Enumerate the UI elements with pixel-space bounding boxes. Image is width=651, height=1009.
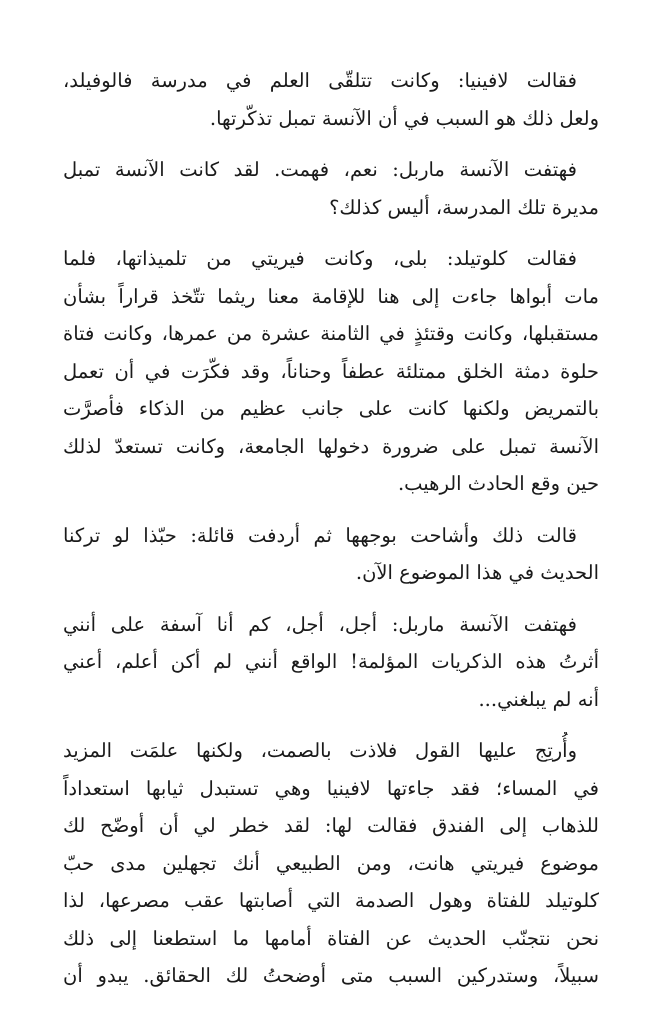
text-line: أثرتُ هذه الذكريات المؤلمة! الواقع أنني لم أكن أعلم، أعني: [63, 650, 599, 673]
text-line: قالت ذلك وأشاحت بوجهها ثم أردفت قائلة: حبّذا لو تركنا: [63, 523, 577, 547]
text-line: مات أبواها جاءت إلى هنا للإقامة معنا ريثما تتّخذ قراراً بشأن: [63, 284, 599, 308]
text-line: حلوة دمثة الخلق ممتلئة عطفاً وحناناً، وقد فكّرَت في أن تعمل: [63, 359, 599, 383]
text-line: كلوتيلد للفتاة وهول الصدمة التي أصابتها عقب مصرعها، لذا: [63, 889, 599, 912]
text-line: للذهاب إلى الفندق فقالت لها: لقد خطر لي أن أوضّح لك: [63, 814, 599, 837]
text-line: وأُرتِج عليها القول فلاذت بالصمت، ولكنها علمَت المزيد: [63, 739, 577, 762]
paragraph-3: [63, 240, 599, 503]
text-line: أنه لم يبلغني...: [478, 687, 599, 711]
text-line: مستقبلها، وكانت وقتئذٍ في الثامنة عشرة من عمرها، وكانت فتاة: [63, 322, 599, 345]
text-line: في المساء؛ فقد جاءتها لافينيا وهي تستبدل ثيابها استعداداً: [63, 776, 599, 800]
text-line: موضوع فيريتي هانت، ومن الطبيعي أنك تجهلين مدى حبّ: [63, 851, 599, 875]
text-line: مديرة تلك المدرسة، أليس كذلك؟: [329, 195, 599, 219]
text-line: الآنسة تمبل على ضرورة دخولها الجامعة، وكانت تستعدّ لذلك: [63, 434, 599, 458]
text-line: فقالت كلوتيلد: بلى، وكانت فيريتي من تلميذاتها، فلما: [63, 247, 577, 270]
text-line: نحن نتجنّب الحديث عن الفتاة أمامها ما استطعنا إلى ذلك: [63, 926, 599, 950]
text-line: فهتفت الآنسة ماربل: نعم، فهمت. لقد كانت الآنسة تمبل: [63, 158, 577, 181]
paragraph-4: [63, 517, 599, 592]
text-line: حين وقع الحادث الرهيب.: [397, 472, 599, 495]
text-line: فقالت لافينيا: وكانت تتلقّى العلم في مدرسة فالوفيلد،: [63, 69, 577, 92]
text-line: الحديث في هذا الموضوع الآن.: [355, 561, 599, 584]
text-line: فهتفت الآنسة ماربل: أجل، أجل، كم أنا آسفة على أنني: [63, 612, 577, 636]
paragraph-6: [63, 732, 599, 995]
text-line: ولعل ذلك هو السبب في أن الآنسة تمبل تذكّرتها.: [209, 106, 599, 130]
paragraph-1: [63, 62, 599, 137]
text-line: سبيلاً، وستدركين السبب متى أوضحتُ لك الحقائق. يبدو أن: [63, 964, 599, 987]
paragraph-5: [63, 606, 599, 719]
book-page: [63, 62, 599, 1009]
text-line: بالتمريض ولكنها كانت على جانب عظيم من الذكاء فأصرَّت: [63, 397, 599, 420]
paragraph-2: [63, 151, 599, 226]
